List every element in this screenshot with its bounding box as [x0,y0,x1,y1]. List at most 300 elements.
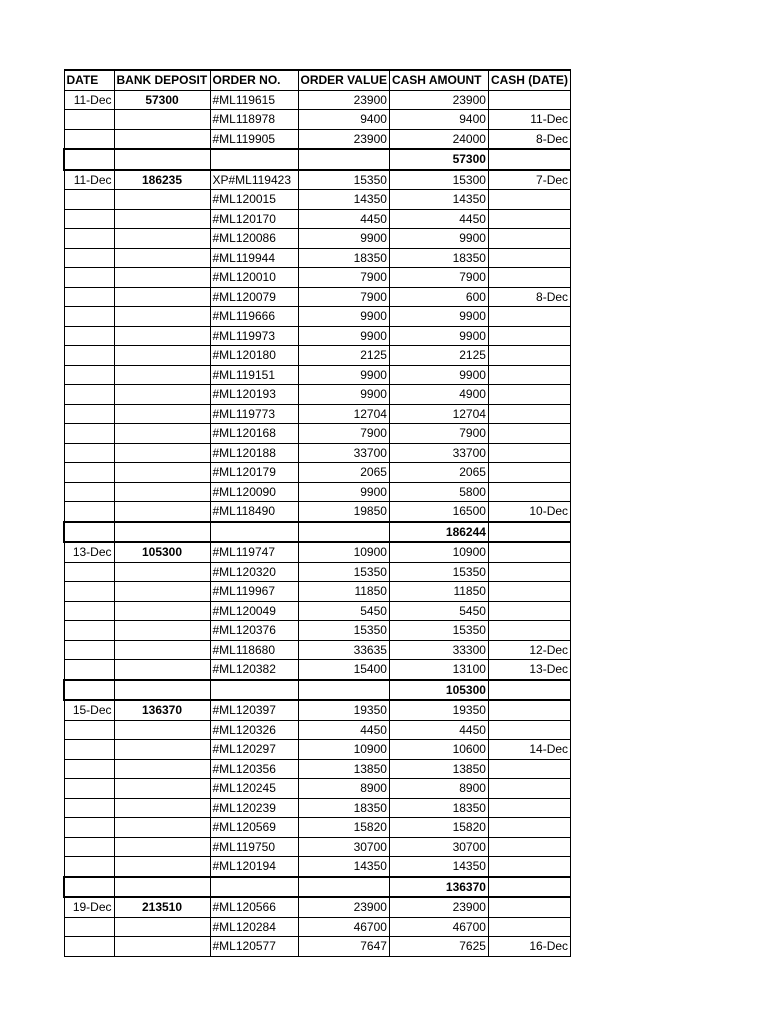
cell-cash-amount: 19350 [389,700,488,720]
cell-bank-deposit [114,248,210,268]
cell-cash-date: 13-Dec [488,660,570,680]
cell-order-value: 9900 [298,385,389,405]
table-row [64,385,571,405]
cell-cash-date [488,209,570,229]
cell-deposit [114,680,210,701]
cell-date: 11-Dec [64,170,114,190]
cell-cash-amount: 15350 [389,562,488,582]
cell-cash-amount: 600 [389,287,488,307]
table-row [64,640,571,660]
cell-order-value: 46700 [298,917,389,937]
cell-cash-date [488,897,570,917]
cell-order-value: 14350 [298,190,389,210]
cell-value [298,877,389,898]
cell-bank-deposit [114,937,210,957]
subtotal-cash-amount: 136370 [389,877,488,898]
cell-cash-date [488,837,570,857]
cell-order-no: #ML118680 [210,640,298,660]
cell-cash-amount: 9900 [389,365,488,385]
subtotal-row [64,680,571,701]
table-row [64,248,571,268]
cell-cash-amount: 15300 [389,170,488,190]
cell-order-no: #ML119151 [210,365,298,385]
cell-cash-amount: 2065 [389,463,488,483]
cell-bank-deposit [114,562,210,582]
cell-bank-deposit [114,404,210,424]
cell-cash-amount: 10900 [389,542,488,562]
cell-cash-amount: 33700 [389,443,488,463]
cell-cash-amount: 33300 [389,640,488,660]
cell-date [64,385,114,405]
cell-cash-date [488,229,570,249]
cell-date [64,443,114,463]
cell-order-no: #ML120320 [210,562,298,582]
cell-bank-deposit [114,229,210,249]
cell-cash-amount: 8900 [389,779,488,799]
cell-bank-deposit [114,818,210,838]
cell-cash-amount: 15350 [389,621,488,641]
cell-order-no: #ML120168 [210,424,298,444]
cell-cash-date: 8-Dec [488,287,570,307]
table-row [64,463,571,483]
cell-cash-amount: 9900 [389,307,488,327]
cell-order-value: 13850 [298,759,389,779]
cell-bank-deposit [114,660,210,680]
cell-bank-deposit [114,443,210,463]
cell-date [64,837,114,857]
cell-order-value: 8900 [298,779,389,799]
cell-cash-amount: 4900 [389,385,488,405]
cell-order-value: 7647 [298,937,389,957]
cell-date [64,268,114,288]
cell-order-value: 33700 [298,443,389,463]
table-row [64,798,571,818]
cell-order-value: 10900 [298,542,389,562]
cell-order-value: 18350 [298,248,389,268]
table-row [64,110,571,130]
header-cash-amount: CASH AMOUNT [389,70,488,90]
cell-bank-deposit [114,209,210,229]
cell-order-no: #ML120049 [210,601,298,621]
cell-order-value: 15400 [298,660,389,680]
cell-cash-amount: 11850 [389,582,488,602]
cell-order-no: #ML119750 [210,837,298,857]
cell-order-value: 15820 [298,818,389,838]
cell-cash-amount: 9900 [389,229,488,249]
cell-cash-amount: 30700 [389,837,488,857]
header-date: DATE [64,70,114,90]
cell-cash-date: 11-Dec [488,110,570,130]
cell-order-value: 7900 [298,287,389,307]
cell-cash-date: 16-Dec [488,937,570,957]
cell-cash-date [488,326,570,346]
cell-cash-amount: 23900 [389,897,488,917]
table-row [64,582,571,602]
table-row [64,660,571,680]
cell-order-no: #ML119944 [210,248,298,268]
cell-date [64,346,114,366]
table-row [64,307,571,327]
cell-deposit [114,522,210,543]
cell-date [64,798,114,818]
cell-cash-date [488,385,570,405]
table-row [64,897,571,917]
cell-order [210,522,298,543]
cell-date [64,562,114,582]
cell-date [64,287,114,307]
cell-order-no: #ML119967 [210,582,298,602]
cell-cash-date [488,857,570,877]
cell-date [64,877,114,898]
cell-bank-deposit [114,837,210,857]
cell-cash-date [488,424,570,444]
cell-order-value: 23900 [298,90,389,110]
subtotal-cash-amount: 105300 [389,680,488,701]
cell-cash-date [488,365,570,385]
cell-bank-deposit: 186235 [114,170,210,190]
cell-date [64,209,114,229]
cell-bank-deposit [114,502,210,522]
table-row [64,365,571,385]
cell-date [64,720,114,740]
cell-bank-deposit: 213510 [114,897,210,917]
cell-order-no: #ML120284 [210,917,298,937]
cell-date [64,680,114,701]
cell-order-no: #ML120297 [210,740,298,760]
cell-order-value: 10900 [298,740,389,760]
table-row [64,937,571,957]
cell-date [64,365,114,385]
cell-date [64,482,114,502]
cell-cash-amount: 4450 [389,209,488,229]
cell-cash-amount: 5450 [389,601,488,621]
cell-cash-amount: 16500 [389,502,488,522]
table-body [64,90,571,956]
cell-order-value: 33635 [298,640,389,660]
cell-date [64,502,114,522]
cell-order-value: 9900 [298,307,389,327]
cell-order-value: 7900 [298,424,389,444]
cell-cash-date [488,190,570,210]
cell-bank-deposit [114,287,210,307]
cell-cash-date [488,720,570,740]
header-bank-deposit: BANK DEPOSIT [114,70,210,90]
subtotal-cash-amount: 57300 [389,149,488,170]
cell-cash-date [488,759,570,779]
cell-cash-amount: 18350 [389,798,488,818]
cell-bank-deposit: 105300 [114,542,210,562]
cell-cash-amount: 9900 [389,326,488,346]
cell-order-value: 19350 [298,700,389,720]
header-order-no: ORDER NO. [210,70,298,90]
table-row [64,917,571,937]
cell-order-no: #ML120356 [210,759,298,779]
cell-cash-date: 8-Dec [488,129,570,149]
cell-order-value: 12704 [298,404,389,424]
cell-order-value: 15350 [298,621,389,641]
table-row [64,621,571,641]
cell-date [64,917,114,937]
cell-bank-deposit [114,917,210,937]
cell-date [64,779,114,799]
cell-bank-deposit [114,720,210,740]
cell-order [210,877,298,898]
cell-cash-amount: 4450 [389,720,488,740]
cell-bank-deposit [114,601,210,621]
cell-order [210,149,298,170]
cell-order-value: 15350 [298,170,389,190]
cell-cash-amount: 23900 [389,90,488,110]
cell-order-no: #ML120397 [210,700,298,720]
cell-cash-date [488,463,570,483]
cell-order-no: #ML120326 [210,720,298,740]
cell-order-no: #ML120180 [210,346,298,366]
cell-cash-date [488,482,570,502]
cell-bank-deposit [114,424,210,444]
cell-date: 15-Dec [64,700,114,720]
cell-order-no: #ML119973 [210,326,298,346]
cell-order-no: #ML120193 [210,385,298,405]
cell-cash-date [488,542,570,562]
cell-order-no: #ML120179 [210,463,298,483]
cell-cash-amount: 15820 [389,818,488,838]
cell-cash-amount: 18350 [389,248,488,268]
table-row [64,818,571,838]
cell-cash-amount: 5800 [389,482,488,502]
cell-cash-date [488,601,570,621]
cell-cash-date [488,404,570,424]
cell-order-no: XP#ML119423 [210,170,298,190]
subtotal-cash-amount: 186244 [389,522,488,543]
cell-order-no: #ML120079 [210,287,298,307]
cell-date [64,404,114,424]
cell-bank-deposit [114,110,210,130]
cell-order-value: 9400 [298,110,389,130]
cell-cash-amount: 24000 [389,129,488,149]
table-row [64,601,571,621]
cell-order-no: #ML120382 [210,660,298,680]
table-row [64,720,571,740]
cell-cash-amount: 10600 [389,740,488,760]
cell-order-value: 11850 [298,582,389,602]
cell-order-no: #ML119666 [210,307,298,327]
deposit-reconciliation-table [63,69,571,957]
cell-cash-amount: 12704 [389,404,488,424]
cell-order-no: #ML120577 [210,937,298,957]
cell-cash-amount: 7900 [389,424,488,444]
cell-bank-deposit [114,759,210,779]
cell-cash-amount: 14350 [389,857,488,877]
cell-date [64,582,114,602]
table-row [64,209,571,229]
table-row [64,346,571,366]
cell-value [298,522,389,543]
cell-cash-date [488,680,570,701]
cell-bank-deposit [114,482,210,502]
subtotal-row [64,877,571,898]
cell-cash-date [488,248,570,268]
cell-bank-deposit [114,463,210,483]
cell-cash-amount: 9400 [389,110,488,130]
cell-order-value: 19850 [298,502,389,522]
cell-order-no: #ML120245 [210,779,298,799]
cell-order [210,680,298,701]
cell-bank-deposit [114,740,210,760]
cell-order-value: 4450 [298,209,389,229]
cell-order-value: 9900 [298,365,389,385]
cell-cash-date [488,562,570,582]
cell-order-no: #ML119773 [210,404,298,424]
cell-bank-deposit: 136370 [114,700,210,720]
cell-date [64,110,114,130]
cell-cash-date [488,917,570,937]
cell-order-no: #ML119615 [210,90,298,110]
cell-date [64,937,114,957]
cell-cash-amount: 14350 [389,190,488,210]
cell-date [64,621,114,641]
cell-date [64,463,114,483]
cell-bank-deposit [114,621,210,641]
cell-order-value: 30700 [298,837,389,857]
cell-date [64,129,114,149]
cell-order-no: #ML120086 [210,229,298,249]
cell-date [64,522,114,543]
cell-cash-date [488,779,570,799]
table-row [64,90,571,110]
cell-date [64,759,114,779]
table-row [64,740,571,760]
cell-cash-date [488,522,570,543]
cell-order-no: #ML118978 [210,110,298,130]
cell-cash-date [488,582,570,602]
cell-cash-date [488,700,570,720]
table-row [64,229,571,249]
table-row [64,326,571,346]
cell-cash-date [488,346,570,366]
cell-bank-deposit [114,268,210,288]
cell-order-no: #ML118490 [210,502,298,522]
table-row [64,857,571,877]
cell-order-no: #ML120239 [210,798,298,818]
cell-cash-date [488,621,570,641]
cell-date [64,190,114,210]
cell-date [64,740,114,760]
cell-cash-date: 7-Dec [488,170,570,190]
table-row [64,837,571,857]
header-cash-date: CASH (DATE) [488,70,570,90]
cell-date [64,307,114,327]
cell-cash-date [488,818,570,838]
cell-date [64,326,114,346]
table-row [64,287,571,307]
cell-cash-date [488,307,570,327]
cell-cash-date: 14-Dec [488,740,570,760]
cell-order-no: #ML120376 [210,621,298,641]
cell-cash-amount: 13100 [389,660,488,680]
table-row [64,190,571,210]
table-row [64,129,571,149]
cell-date [64,818,114,838]
cell-cash-date [488,798,570,818]
cell-bank-deposit [114,365,210,385]
table-row [64,542,571,562]
cell-date [64,601,114,621]
cell-bank-deposit [114,640,210,660]
cell-bank-deposit [114,307,210,327]
cell-order-value: 2125 [298,346,389,366]
table-row [64,502,571,522]
cell-order-no: #ML119905 [210,129,298,149]
cell-order-no: #ML120090 [210,482,298,502]
subtotal-row [64,149,571,170]
cell-date: 19-Dec [64,897,114,917]
cell-order-value: 5450 [298,601,389,621]
cell-order-value: 23900 [298,897,389,917]
table-row [64,424,571,444]
table-row [64,759,571,779]
cell-date [64,149,114,170]
cell-deposit [114,877,210,898]
cell-deposit [114,149,210,170]
table-row [64,170,571,190]
cell-date [64,229,114,249]
cell-cash-amount: 2125 [389,346,488,366]
header-order-value: ORDER VALUE [298,70,389,90]
cell-cash-amount: 7625 [389,937,488,957]
cell-cash-date [488,90,570,110]
cell-order-value: 15350 [298,562,389,582]
cell-bank-deposit [114,779,210,799]
cell-cash-amount: 13850 [389,759,488,779]
cell-bank-deposit [114,326,210,346]
cell-order-no: #ML120194 [210,857,298,877]
cell-date [64,660,114,680]
table-row [64,268,571,288]
subtotal-row [64,522,571,543]
cell-cash-amount: 7900 [389,268,488,288]
cell-bank-deposit [114,582,210,602]
cell-bank-deposit [114,129,210,149]
cell-order-value: 7900 [298,268,389,288]
cell-bank-deposit: 57300 [114,90,210,110]
table-row [64,562,571,582]
cell-order-value: 9900 [298,482,389,502]
table-row [64,404,571,424]
cell-order-value: 18350 [298,798,389,818]
cell-order-value: 9900 [298,326,389,346]
cell-bank-deposit [114,857,210,877]
cell-bank-deposit [114,346,210,366]
cell-cash-date: 10-Dec [488,502,570,522]
cell-order-no: #ML119747 [210,542,298,562]
cell-date [64,640,114,660]
cell-date [64,857,114,877]
table-row [64,700,571,720]
cell-order-no: #ML120170 [210,209,298,229]
cell-value [298,149,389,170]
cell-cash-date [488,443,570,463]
table-row [64,482,571,502]
cell-bank-deposit [114,385,210,405]
cell-order-value: 23900 [298,129,389,149]
cell-order-no: #ML120566 [210,897,298,917]
table-row [64,779,571,799]
cell-order-no: #ML120010 [210,268,298,288]
cell-date [64,424,114,444]
cell-date: 11-Dec [64,90,114,110]
cell-order-no: #ML120015 [210,190,298,210]
cell-bank-deposit [114,190,210,210]
